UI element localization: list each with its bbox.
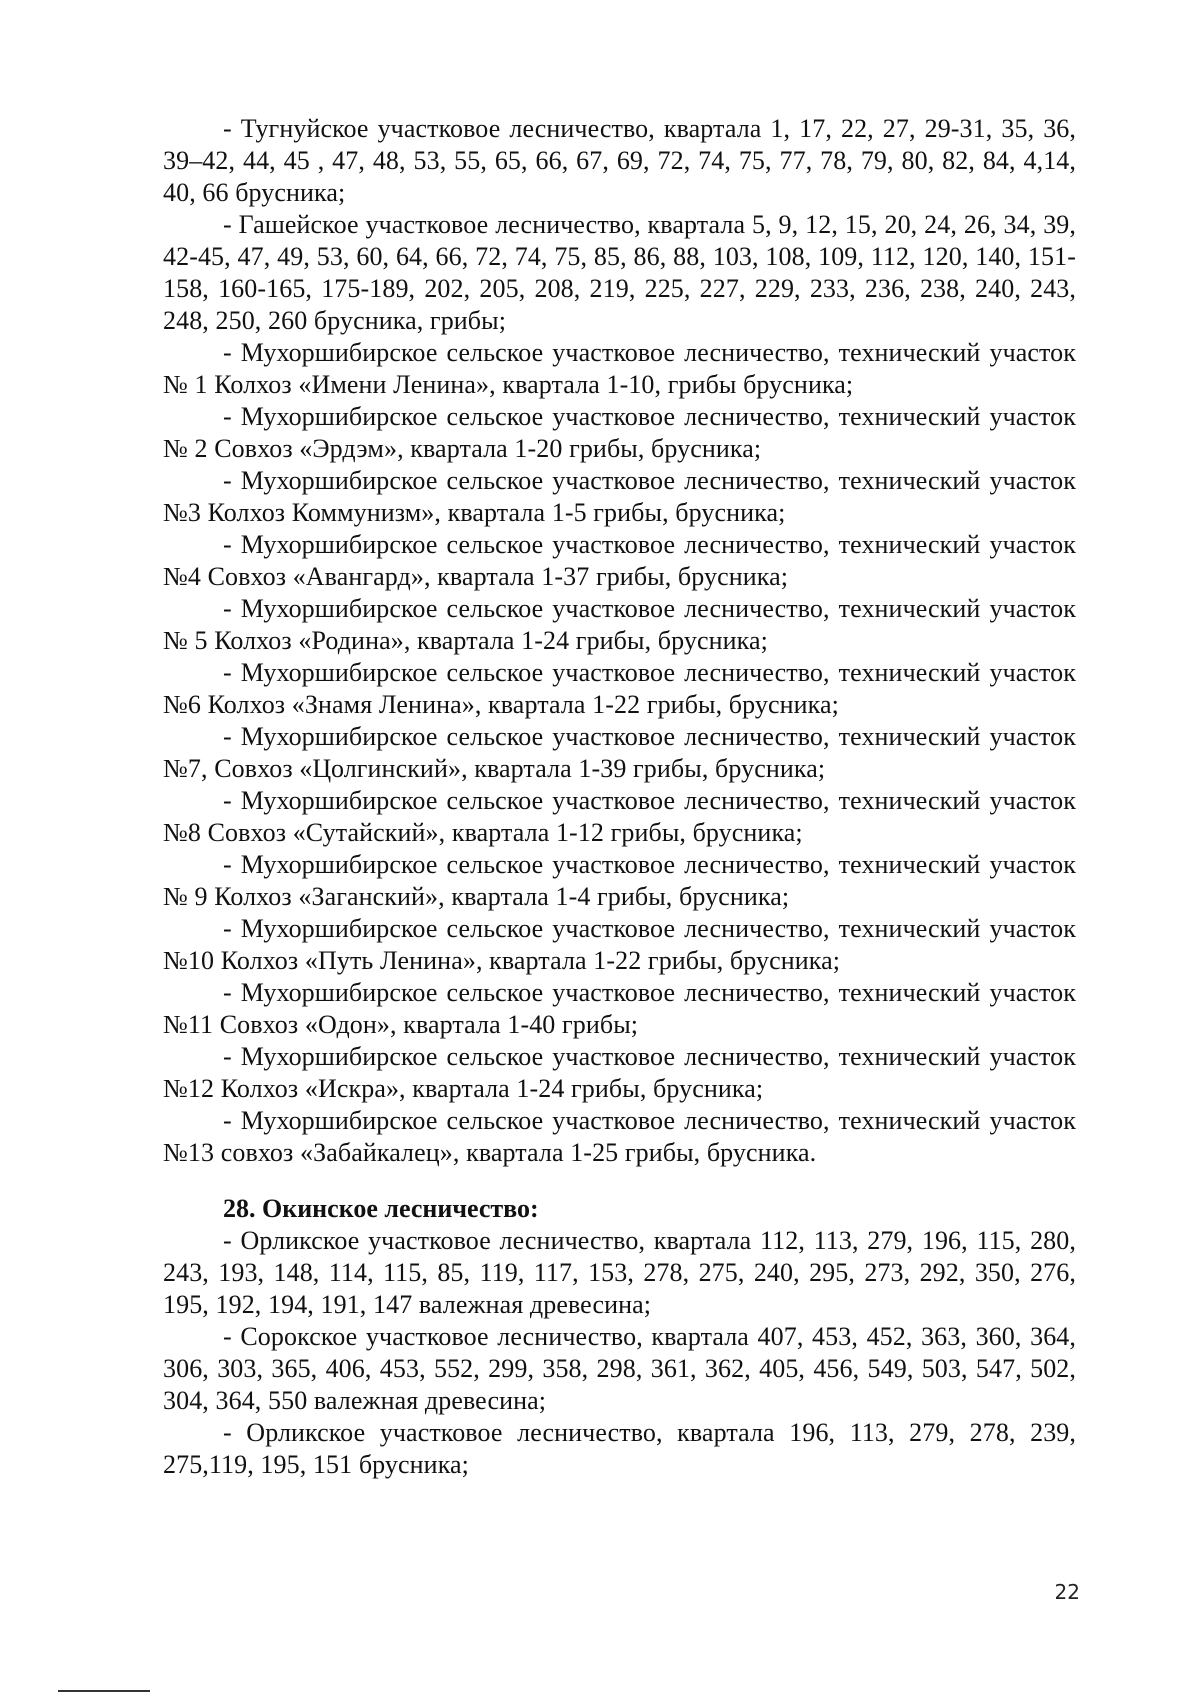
paragraph: - Тугнуйское участковое лесничество, квартала 1, 17, 22, 27, 29-31, 35, 36, 39–42, 44, 45 , 47, 48, 53, 55, 65, 66, 67, 69, 72, 74, 75, 77, 78, 79, 80, 82, 84, 4,14, 40, 66 брусника; (163, 114, 1076, 207)
paragraph: - Сорокское участковое лесничество, квартала 407, 453, 452, 363, 360, 364, 306, 303, 365, 406, 453, 552, 299, 358, 298, 361, 362, 405, 456, 549, 503, 547, 502, 304, 364, 550 валежная древесина; (163, 1322, 1076, 1415)
paragraph: - Мухоршибирское сельское участковое лесничество, технический участок № 1 Колхоз «Имени Ленина», квартала 1-10, грибы брусника; (163, 338, 1076, 399)
section-heading: 28. Окинское лесничество: (223, 1194, 539, 1223)
paragraph: - Мухоршибирское сельское участковое лесничество, технический участок №6 Колхоз «Знамя Ленина», квартала 1-22 грибы, брусника; (163, 658, 1076, 719)
page-number: 22 (1054, 1580, 1080, 1604)
paragraph: - Мухоршибирское сельское участковое лесничество, технический участок №7, Совхоз «Цолгинский», квартала 1-39 грибы, брусника; (163, 722, 1076, 783)
paragraph: - Мухоршибирское сельское участковое лесничество, технический участок №11 Совхоз «Одон», квартала 1-40 грибы; (163, 978, 1076, 1039)
paragraph: - Мухоршибирское сельское участковое лесничество, технический участок №3 Колхоз Коммунизм», квартала 1-5 грибы, брусника; (163, 466, 1076, 527)
footnote-divider (58, 1690, 150, 1692)
paragraph: - Мухоршибирское сельское участковое лесничество, технический участок № 2 Совхоз «Эрдэм», квартала 1-20 грибы, брусника; (163, 402, 1076, 463)
paragraph: - Мухоршибирское сельское участковое лесничество, технический участок №10 Колхоз «Путь Ленина», квартала 1-22 грибы, брусника; (163, 914, 1076, 975)
paragraph: - Орликское участковое лесничество, квартала 196, 113, 279, 278, 239, 275,119, 195, 151 брусника; (163, 1418, 1076, 1479)
paragraph: - Мухоршибирское сельское участковое лесничество, технический участок № 9 Колхоз «Заганский», квартала 1-4 грибы, брусника; (163, 850, 1076, 911)
paragraph: - Мухоршибирское сельское участковое лесничество, технический участок №12 Колхоз «Искра», квартала 1-24 грибы, брусника; (163, 1042, 1076, 1103)
paragraph: - Орликское участковое лесничество, квартала 112, 113, 279, 196, 115, 280, 243, 193, 148, 114, 115, 85, 119, 117, 153, 278, 275, 240, 295, 273, 292, 350, 276, 195, 192, 194, 191, 147 валежная древесина; (163, 1226, 1076, 1319)
paragraph: - Мухоршибирское сельское участковое лесничество, технический участок №4 Совхоз «Авангард», квартала 1-37 грибы, брусника; (163, 530, 1076, 591)
paragraph: - Мухоршибирское сельское участковое лесничество, технический участок №13 совхоз «Забайкалец», квартала 1-25 грибы, брусника. (163, 1106, 1076, 1167)
paragraph: - Мухоршибирское сельское участковое лесничество, технический участок № 5 Колхоз «Родина», квартала 1-24 грибы, брусника; (163, 594, 1076, 655)
section-spacer (163, 1169, 1076, 1193)
paragraph: - Гашейское участковое лесничество, квартала 5, 9, 12, 15, 20, 24, 26, 34, 39, 42-45, 47, 49, 53, 60, 64, 66, 72, 74, 75, 85, 86, 88, 103, 108, 109, 112, 120, 140, 151-158, 160-165, 175-189, 202, 205, 208, 219, 225, 227, 229, 233, 236, 238, 240, 243, 248, 250, 260 брусника, грибы; (163, 210, 1076, 335)
document-body (163, 113, 1076, 1481)
paragraph: - Мухоршибирское сельское участковое лесничество, технический участок №8 Совхоз «Сутайский», квартала 1-12 грибы, брусника; (163, 786, 1076, 847)
